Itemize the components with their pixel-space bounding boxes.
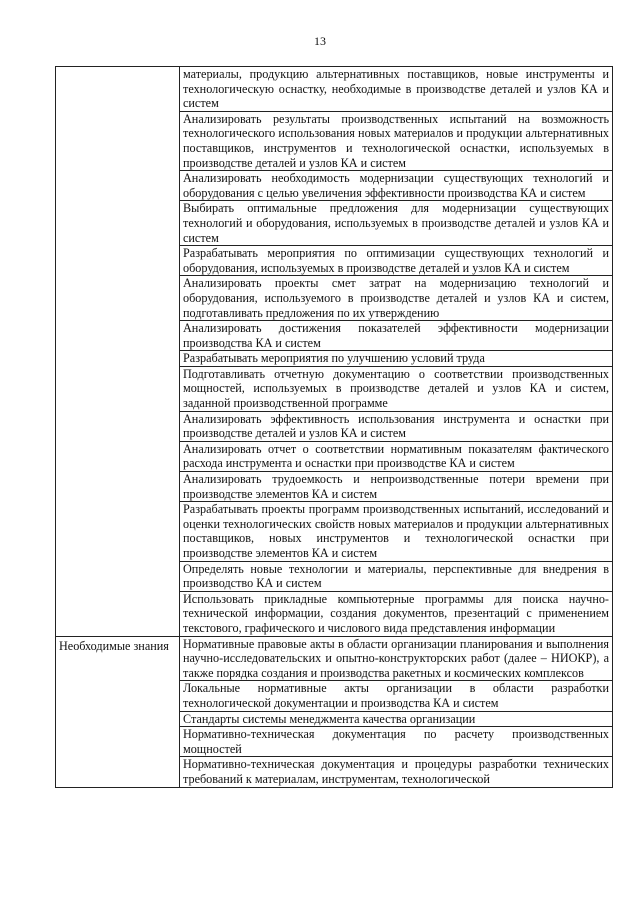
section-label [59,67,176,69]
requirement-text: Анализировать отчет о соответствии нормативным показателям фактического расхода инструмента и оснастки при производстве КА и систем [183,441,609,471]
requirement-text: Нормативно-техническая документация и процедуры разработки технических требований к материалам, инструментам, технологической [183,757,609,786]
requirement-cell [180,502,613,561]
requirements-table-body [56,67,613,788]
requirement-text: Разрабатывать мероприятия по оптимизации существующих технологий и оборудования, используемых в производстве деталей и узлов КА и систем [183,246,609,275]
requirement-cell [180,366,613,411]
requirement-text: Нормативные правовые акты в области организации планирования и выполнения научно-исследовательских и опытно-конструкторских работ (далее – НИОКР), а также порядка создания и производства ракетных и космических комплексов [183,636,609,680]
requirement-text: Анализировать необходимость модернизации существующих технологий и оборудования с целью увеличения эффективности производства КА и систем [183,171,609,200]
requirement-cell [180,411,613,441]
requirement-cell [180,276,613,321]
requirement-text: материалы, продукцию альтернативных поставщиков, новые инструменты и технологическую оснастку, необходимые в производстве деталей и узлов КА и систем [183,67,609,111]
requirement-cell [180,636,613,681]
requirement-text: Анализировать трудоемкость и непроизводственные потери времени при производстве элементов КА и систем [183,472,609,501]
requirement-text: Нормативно-техническая документация по расчету производственных мощностей [183,727,609,756]
requirement-cell [180,111,613,170]
requirements-table [55,66,613,788]
requirement-text: Определять новые технологии и материалы, перспективные для внедрения в производство КА и систем [183,561,609,591]
requirement-text: Анализировать проекты смет затрат на модернизацию технологий и оборудования, используемого в производстве деталей и узлов КА и систем, подготавливать предложения по их утверждению [183,276,609,320]
requirement-text: Разрабатывать мероприятия по улучшению условий труда [183,351,485,366]
requirement-cell [180,561,613,591]
requirement-text: Анализировать результаты производственных испытаний на возможность технологического использования новых материалов и продукции альтернативных поставщиков, инструментов и технологической оснастки, используемых в производстве деталей и узлов КА и систем [183,111,609,170]
requirement-cell [180,441,613,471]
requirement-text: Выбирать оптимальные предложения для модернизации существующих технологий и оборудования, используемых в производстве деталей и узлов КА и систем [183,201,609,245]
requirement-cell [180,321,613,351]
page-number: 13 [314,34,326,48]
requirement-cell [180,711,613,727]
requirement-cell [180,171,613,201]
requirement-cell [180,351,613,367]
requirement-text: Разрабатывать проекты программ производственных испытаний, исследований и оценки технологических свойств новых материалов и продукции альтернативных поставщиков, новых инструментов и технологической оснастки при производстве элементов КА и систем [183,502,609,560]
section-label-cell [56,67,180,637]
requirement-text: Анализировать эффективность использования инструмента и оснастки при производстве деталей и узлов КА и систем [183,411,609,441]
requirement-text: Подготавливать отчетную документацию о соответствии производственных мощностей, используемых в производстве деталей и узлов КА и систем, заданной производственной программе [183,366,609,411]
requirement-text: Анализировать достижения показателей эффективности модернизации производства КА и систем [183,321,609,350]
requirement-text: Использовать прикладные компьютерные программы для поиска научно-технической информации, создания документов, презентаций с применением текстового, графического и числового вида представления информации [183,591,609,635]
requirement-cell [180,591,613,636]
section-label: Необходимые знания [59,638,169,653]
requirement-cell [180,67,613,112]
requirement-cell [180,727,613,757]
table-row [56,67,613,112]
requirement-text: Локальные нормативные акты организации в области разработки технологической документации и производства КА и систем [183,681,609,710]
requirement-cell [180,246,613,276]
requirement-cell [180,201,613,246]
section-label-cell [56,636,180,787]
requirement-text: Стандарты системы менеджмента качества организации [183,711,476,726]
requirement-cell [180,472,613,502]
requirement-cell [180,681,613,711]
table-row [56,636,613,681]
requirement-cell [180,757,613,787]
